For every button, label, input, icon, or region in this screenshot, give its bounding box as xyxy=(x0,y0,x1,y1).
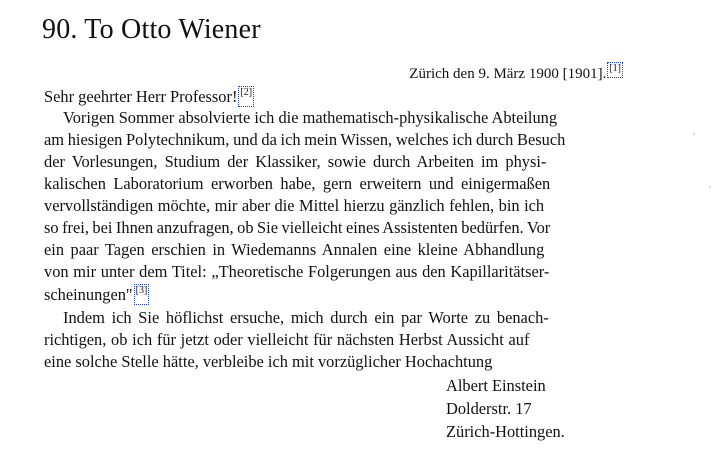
footnote-link-1[interactable]: [1] xyxy=(607,62,623,78)
footnote-link-2[interactable]: [2] xyxy=(238,86,254,107)
salutation xyxy=(44,86,254,107)
closing-line: eine solche Stelle hätte, verbleibe ich mit vorzüglicher Hochachtung xyxy=(44,352,493,371)
body-line: ein paar Tagen erschien in Wiedemanns Annalen eine kleine Abhandlung xyxy=(44,240,545,259)
body-line: von mir unter dem Titel: „Theoretische Folgerungen aus den Kapillaritätser- xyxy=(44,262,550,281)
body-line-last-text: scheinungen" xyxy=(44,285,133,304)
body-line: so frei, bei Ihnen anzufragen, ob Sie vielleicht eines Assistenten bedürfen. Vor xyxy=(44,218,551,237)
dateline xyxy=(409,62,623,83)
document-title: 90. To Otto Wiener xyxy=(42,14,261,45)
body-line: kalischen Laboratorium erworben habe, gern erweitern und einigermaßen xyxy=(44,174,551,193)
closing-line: richtigen, ob ich für jetzt oder vielleicht für nächsten Herbst Aussicht auf xyxy=(44,330,530,349)
scan-speck xyxy=(693,133,695,135)
body-line: vervollständigen möchte, mir aber die Mittel hierzu gänzlich fehlen, bin ich xyxy=(44,196,545,215)
body-line: am hiesigen Polytechnikum, und da ich mein Wissen, welches ich durch Besuch xyxy=(44,130,566,149)
signature-city: Zürich-Hottingen. xyxy=(446,422,565,441)
footnote-link-3[interactable]: [3] xyxy=(134,284,150,305)
body-line: Vorigen Sommer absolvierte ich die mathematisch-physikalische Abteilung xyxy=(63,108,558,127)
salutation-text: Sehr geehrter Herr Professor! xyxy=(44,87,238,106)
body-line: der Vorlesungen, Studium der Klassiker, sowie durch Arbeiten im physi- xyxy=(44,152,547,171)
scan-speck xyxy=(709,186,711,188)
signature-name: Albert Einstein xyxy=(446,376,546,395)
body-line-last xyxy=(44,284,149,305)
closing-line: Indem ich Sie höflichst ersuche, mich durch ein par Worte zu benach- xyxy=(63,308,549,327)
dateline-text: Zürich den 9. März 1900 [1901]. xyxy=(409,66,607,82)
signature-street: Dolderstr. 17 xyxy=(446,399,532,418)
